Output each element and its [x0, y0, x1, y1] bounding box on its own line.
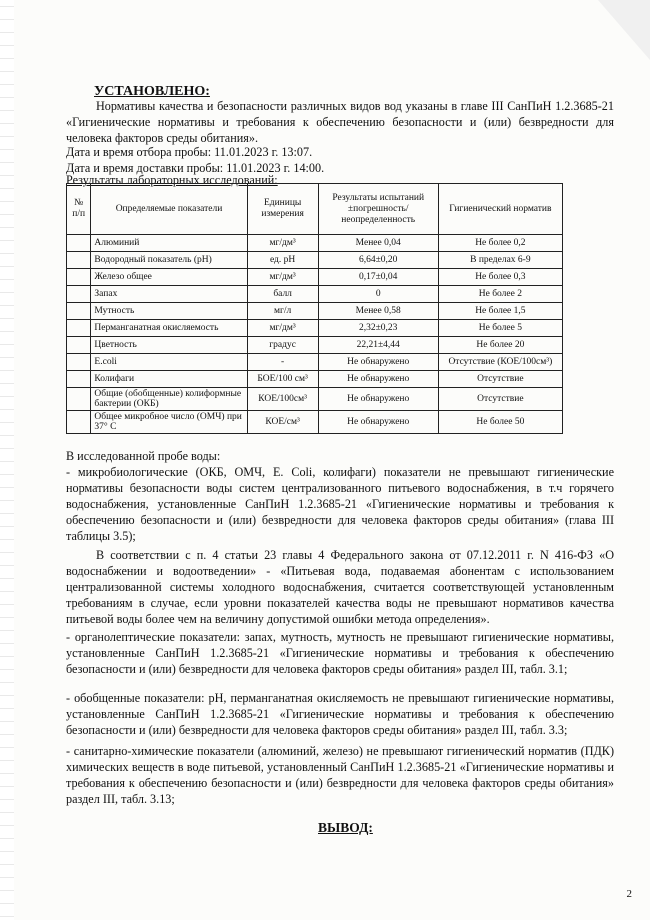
- cell-result: 0,17±0,04: [318, 269, 438, 286]
- header-norm: Гигиенический норматив: [438, 184, 562, 235]
- cell-num: [67, 388, 91, 411]
- table-row: [67, 337, 563, 354]
- cell-unit: мг/дм³: [247, 235, 318, 252]
- cell-unit: балл: [247, 286, 318, 303]
- delivery-datetime: Дата и время доставки пробы: 11.01.2023 г. 14:00.: [66, 161, 325, 175]
- cell-norm: Отсутствие: [438, 371, 562, 388]
- table-row: [67, 286, 563, 303]
- cell-name: Водородный показатель (рН): [91, 252, 247, 269]
- cell-unit: КОЕ/100см³: [247, 388, 318, 411]
- cell-result: Менее 0,58: [318, 303, 438, 320]
- table-header-row: [67, 184, 563, 235]
- cell-result: 0: [318, 286, 438, 303]
- cell-unit: мг/дм³: [247, 269, 318, 286]
- cell-norm: Не более 5: [438, 320, 562, 337]
- results-table: [66, 183, 563, 434]
- cell-result: Не обнаружено: [318, 354, 438, 371]
- cell-result: Менее 0,04: [318, 235, 438, 252]
- cell-num: [67, 354, 91, 371]
- cell-num: [67, 411, 91, 434]
- cell-norm: Не более 50: [438, 411, 562, 434]
- cell-norm: Отсутствие: [438, 388, 562, 411]
- results-title: Результаты лабораторных исследований:: [66, 173, 278, 187]
- organoleptic-paragraph: - органолептические показатели: запах, мутность, мутность не превышают гигиенические нормативы, установленные СанПиН 1.2.3685-21 «Гигиенические нормативы и требования к обеспечению безопасности и (или) безвредности для человека факторов среды обитания» раздел III, табл. 3.1;: [66, 630, 614, 676]
- cell-norm: Отсутствие (КОЕ/100см³): [438, 354, 562, 371]
- cell-unit: мг/дм³: [247, 320, 318, 337]
- table-row: [67, 371, 563, 388]
- cell-unit: градус: [247, 337, 318, 354]
- cell-norm: В пределах 6-9: [438, 252, 562, 269]
- cell-name: Цветность: [91, 337, 247, 354]
- scan-edge: [0, 0, 14, 920]
- cell-name: Запах: [91, 286, 247, 303]
- cell-name: Мутность: [91, 303, 247, 320]
- cell-name: Общие (обобщенные) колиформные бактерии (ОКБ): [91, 388, 247, 411]
- sample-datetime: Дата и время отбора пробы: 11.01.2023 г. 13:07.: [66, 145, 313, 159]
- corner-fold: [598, 0, 650, 60]
- cell-num: [67, 235, 91, 252]
- table-row: [67, 411, 563, 434]
- law-paragraph: В соответствии с п. 4 статьи 23 главы 4 Федерального закона от 07.12.2011 г. N 416-ФЗ «О водоснабжении и водоотведении» - «Питьевая вода, подаваемая абонентам с использованием централизованной системы холодного водоснабжения, считается соответствующей установленным требованиям в случае, если уровни показателей качества воды не превышают нормативов качества питьевой воды более чем на величину допустимой ошибки метода определения».: [66, 548, 614, 626]
- cell-result: Не обнаружено: [318, 411, 438, 434]
- table-row: [67, 388, 563, 411]
- page-number: 2: [626, 888, 632, 900]
- cell-name: Колифаги: [91, 371, 247, 388]
- table-row: [67, 354, 563, 371]
- cell-result: Не обнаружено: [318, 371, 438, 388]
- cell-name: Железо общее: [91, 269, 247, 286]
- cell-unit: КОЕ/см³: [247, 411, 318, 434]
- table-row: [67, 252, 563, 269]
- table-row: [67, 235, 563, 252]
- cell-result: Не обнаружено: [318, 388, 438, 411]
- intro-paragraph: Нормативы качества и безопасности различных видов вод указаны в главе III СанПиН 1.2.3685-21 «Гигиенические нормативы и требования к обеспечению безопасности и (или) безвредности для человека факторов среды обитания».: [66, 99, 614, 145]
- cell-unit: мг/л: [247, 303, 318, 320]
- cell-norm: Не более 0,3: [438, 269, 562, 286]
- cell-num: [67, 286, 91, 303]
- cell-norm: Не более 0,2: [438, 235, 562, 252]
- cell-num: [67, 303, 91, 320]
- table-row: [67, 303, 563, 320]
- header-num: № п/п: [67, 184, 91, 235]
- cell-num: [67, 269, 91, 286]
- cell-num: [67, 371, 91, 388]
- cell-result: 6,64±0,20: [318, 252, 438, 269]
- cell-norm: Не более 2: [438, 286, 562, 303]
- cell-name: E.coli: [91, 354, 247, 371]
- microbiological-paragraph: - микробиологические (ОКБ, ОМЧ, E. Coli, колифаги) показатели не превышают гигиенические нормативы безопасности воды систем централизованного питьевого водоснабжения, в т.ч горячего водоснабжения, установленные СанПиН 1.2.3685-21 «Гигиенические нормативы и требования к обеспечению безопасности и (или) безвредности для человека факторов среды обитания» (глава III таблицы 3.5);: [66, 465, 614, 543]
- cell-num: [67, 320, 91, 337]
- header-result: Результаты испытаний ±погрешность/ неопределенность: [318, 184, 438, 235]
- header-unit: Единицы измерения: [247, 184, 318, 235]
- cell-unit: -: [247, 354, 318, 371]
- cell-unit: ед. рН: [247, 252, 318, 269]
- cell-num: [67, 252, 91, 269]
- cell-num: [67, 337, 91, 354]
- cell-name: Алюминий: [91, 235, 247, 252]
- header-name: Определяемые показатели: [91, 184, 247, 235]
- cell-norm: Не более 1,5: [438, 303, 562, 320]
- general-indicators-paragraph: - обобщенные показатели: pH, перманганатная окисляемость не превышают гигиенические нормативы, установленные СанПиН 1.2.3685-21 «Гигиенические нормативы и требования к обеспечению безопасности и (или) безвредности для человека факторов среды обитания» раздел III, табл. 3.3;: [66, 691, 614, 737]
- cell-unit: БОЕ/100 см³: [247, 371, 318, 388]
- section-heading: УСТАНОВЛЕНО:: [94, 84, 210, 99]
- cell-norm: Не более 20: [438, 337, 562, 354]
- table-row: [67, 269, 563, 286]
- cell-name: Перманганатная окисляемость: [91, 320, 247, 337]
- cell-name: Общее микробное число (ОМЧ) при 37° С: [91, 411, 247, 434]
- conclusion-heading: ВЫВОД:: [318, 820, 373, 835]
- findings-heading: В исследованной пробе воды:: [66, 449, 221, 463]
- table-row: [67, 320, 563, 337]
- cell-result: 2,32±0,23: [318, 320, 438, 337]
- cell-result: 22,21±4,44: [318, 337, 438, 354]
- sanitary-chemical-paragraph: - санитарно-химические показатели (алюминий, железо) не превышают гигиенический норматив (ПДК) химических веществ в воде питьевой, установленный СанПиН 1.2.3685-21 «Гигиенические нормативы и требования к обеспечению безопасности и (или) безвредности для человека факторов среды обитания» раздел III, табл. 3.13;: [66, 744, 614, 806]
